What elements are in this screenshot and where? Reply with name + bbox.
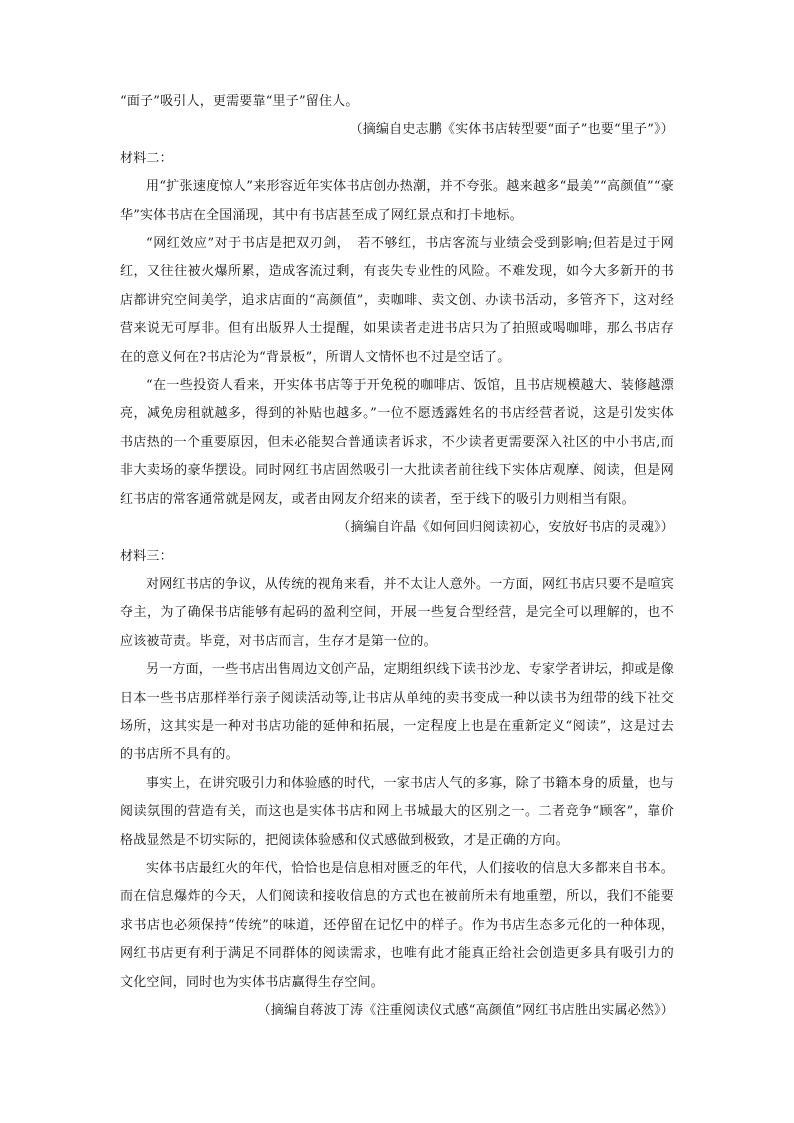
material-2-paragraph-1: 用“扩张速度惊人”来形容近年实体书店创办热潮，并不夸张。越来越多“最美”“高颜值”“豪华”实体书店在全国涌现，其中有书店甚至成了网红景点和打卡地标。 [120,179,674,223]
material-3-paragraph-3: 事实上，在讲究吸引力和体验感的时代，一家书店人气的多寡，除了书籍本身的质量，也与阅读氛围的营造有关，而这也是实体书店和网上书城最大的区别之一。二者竞争“顾客”，靠价格战显然是不切实际的，把阅读体验感和仪式感做到极致，才是正确的方向。 [120,775,675,848]
intro-line: “面子”吸引人，更需要靠“里子”留住人。 [120,94,359,109]
source-citation-3: （摘编自蒋波丁涛《注重阅读仪式感“高颜值”网红书店胜出实属必然》） [257,1003,674,1018]
material-3-heading: 材料三： [120,548,173,564]
material-2-paragraph-2: “网红效应”对于书店是把双刃剑， 若不够红，书店客流与业绩会受到影响;但若是过于网红，又往往被火爆所累，造成客流过剩，有丧失专业性的风险。不难发现，如今大多新开的书店都讲究空间美学，追求店面的“高颜值”，卖咖啡、卖文创、办读书活动，多管齐下，这对经营来说无可厚非。但有出版界人士提醒，如果读者走进书店只为了拍照或喝咖啡，那么书店存在的意义何在?书店沦为“背景板”，所谓人文情怀也不过是空话了。 [120,236,674,365]
document-body [120,88,674,1025]
material-3-paragraph-2: 另一方面，一些书店出售周边文创产品，定期组织线下读书沙龙、专家学者讲坛，抑或是像日本一些书店那样举行亲子阅读活动等,让书店从单纯的卖书变成一种以读书为纽带的线下社交场所，这其实是一种对书店功能的延伸和拓展，一定程度上也是在重新定义“阅读”，这是过去的书店所不具有的。 [120,662,675,763]
source-citation-2: （摘编自许晶《如何回归阅读初心，安放好书店的灵魂》） [337,520,674,536]
material-3-paragraph-4: 实体书店最红火的年代，恰恰也是信息相对匮乏的年代，人们接收的信息大多都来自书本。而在信息爆炸的今天，人们阅读和接收信息的方式也在被前所未有地重塑，所以，我们不能要求书店也必须保持“传统”的味道，还停留在记忆中的样子。作为书店生态多元化的一种体现，网红书店更有利于满足不同群体的阅读需求，也唯有此才能真正给社会创造更多具有吸引力的文化空间，同时也为实体书店赢得生存空间。 [120,860,675,990]
material-2-heading: 材料二： [120,150,173,166]
material-2-paragraph-3: “在一些投资人看来，开实体书店等于开免税的咖啡店、饭馆，且书店规模越大、装修越漂亮，减免房租就越多，得到的补贴也越多。”一位不愿透露姓名的书店经营者说，这是引发实体书店热的一个重要原因，但未必能契合普通读者诉求，不少读者更需要深入社区的中小书店,而非大卖场的豪华摆设。同时网红书店固然吸引一大批读者前往线下实体店观摩、阅读，但是网红书店的常客通常就是网友，或者由网友介绍来的读者，至于线下的吸引力则相当有限。 [120,378,674,507]
source-citation-1: （摘编自史志鹏《实体书店转型要“面子”也要“里子”》） [349,122,674,138]
material-3-paragraph-1: 对网红书店的争议，从传统的视角来看，并不太让人意外。一方面，网红书店只要不是喧宾夺主，为了确保书店能够有起码的盈利空间，开展一些复合型经营，是完全可以理解的，也不应该被苛责。毕竟，对书店而言，生存才是第一位的。 [120,576,675,649]
